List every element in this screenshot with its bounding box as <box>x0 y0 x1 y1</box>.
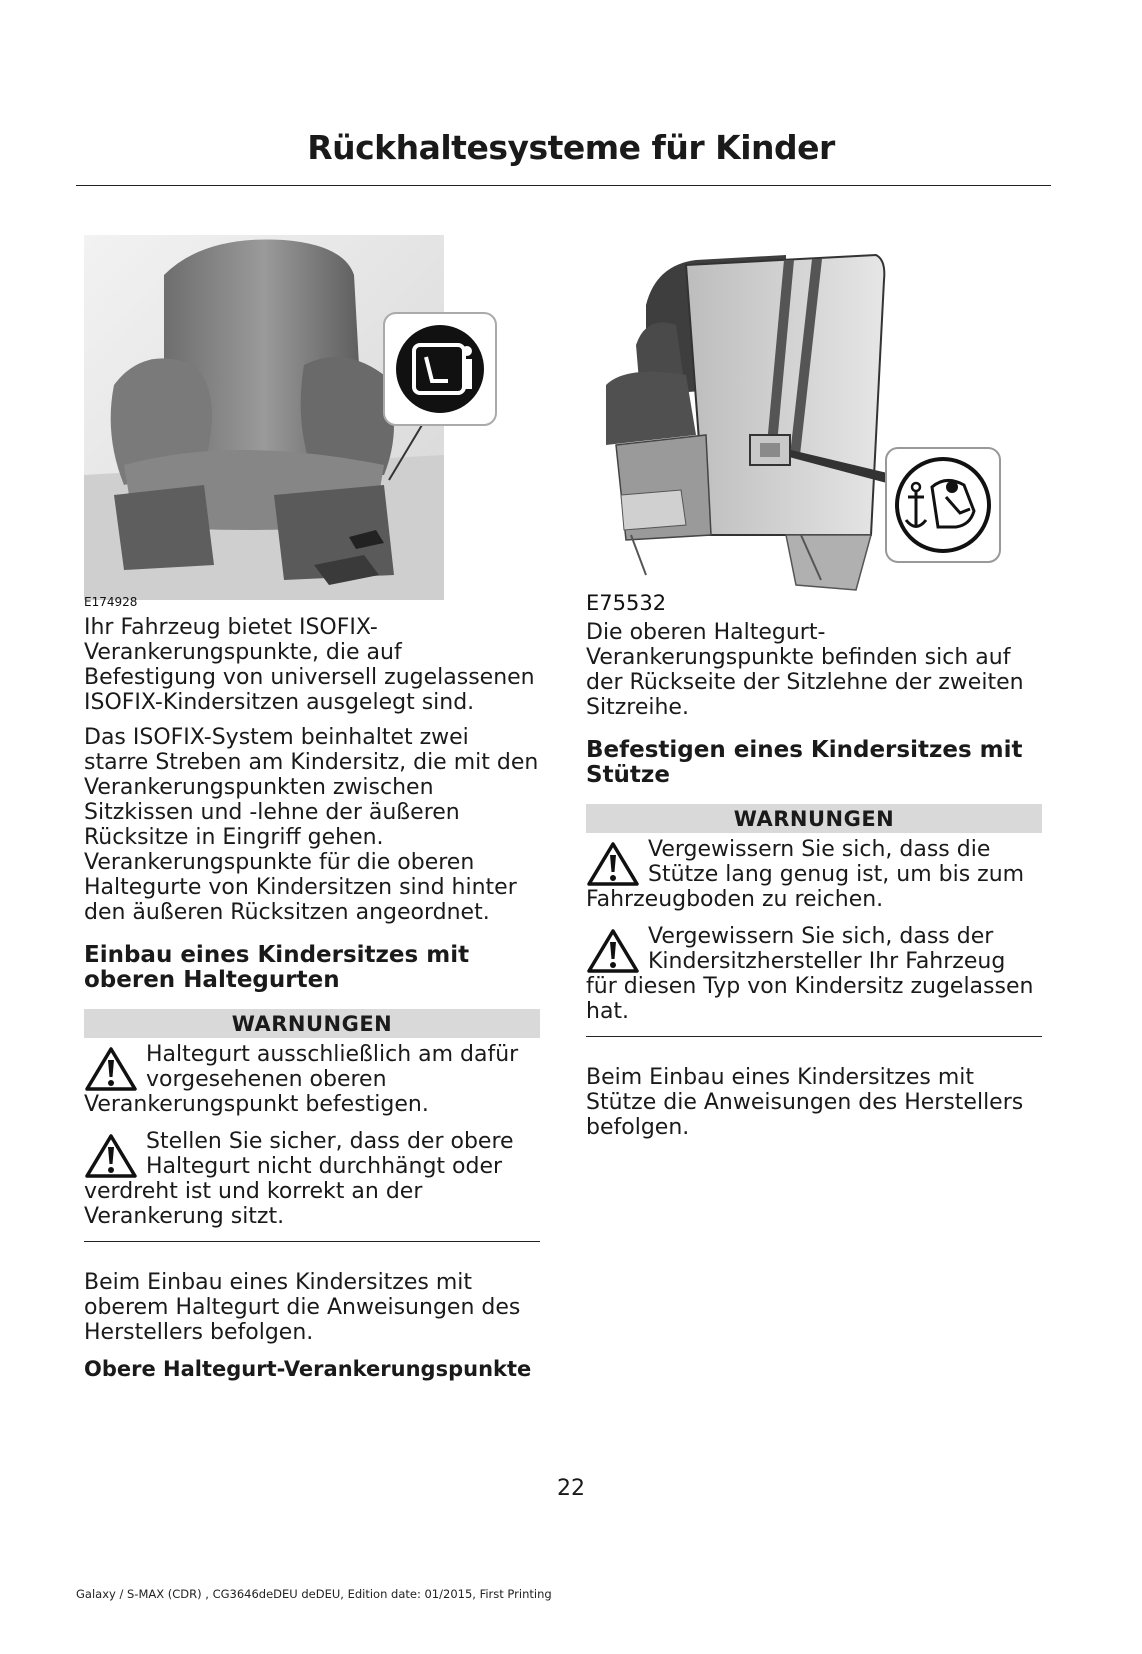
warning-triangle-icon <box>586 841 640 887</box>
warning-item <box>586 924 1042 1024</box>
warnings-header: WARNUNGEN <box>586 804 1042 833</box>
title-divider <box>76 185 1051 186</box>
figure-id: E174928 <box>84 595 138 609</box>
tether-anchor-figure <box>586 235 1042 620</box>
page-title: Rückhaltesysteme für Kinder <box>307 128 835 167</box>
warning-item <box>84 1129 540 1229</box>
warning-text: Stellen Sie sicher, dass der obere Haltegurt nicht durchhängt oder verdreht ist und korrekt an der Verankerung sitzt. <box>84 1129 514 1229</box>
warnings-divider <box>84 1241 540 1242</box>
intro-paragraph: Ihr Fahrzeug bietet ISOFIX-Verankerungspunkte, die auf Befestigung von universell zugelassenen ISOFIX-Kindersitzen ausgelegt sind. <box>84 615 535 715</box>
left-column <box>84 235 540 1382</box>
warning-triangle-icon <box>586 928 640 974</box>
body-paragraph: Beim Einbau eines Kindersitzes mit oberem Haltegurt die Anweisungen des Herstellers befolgen. <box>84 1270 521 1345</box>
warning-item <box>84 1042 540 1117</box>
warning-triangle-icon <box>84 1046 138 1092</box>
body-paragraph: Beim Einbau eines Kindersitzes mit Stütze die Anweisungen des Herstellers befolgen. <box>586 1065 1024 1140</box>
footer-edition-info: Galaxy / S-MAX (CDR) , CG3646deDEU deDEU, Edition date: 01/2015, First Printing <box>76 1587 552 1601</box>
intro-paragraph: Das ISOFIX-System beinhaltet zwei starre Streben am Kindersitz, die mit den Verankerungspunkten zwischen Sitzkissen und -lehne der äußeren Rücksitze in Eingriff gehen. Verankerungspunkte für die oberen Haltegurte von Kindersitzen sind hinter den äußeren Rücksitzen angeordnet. <box>84 725 539 925</box>
page-number: 22 <box>557 1476 585 1501</box>
right-column <box>586 235 1042 1150</box>
warning-triangle-icon <box>84 1133 138 1179</box>
figure-id: E75532 <box>586 591 667 615</box>
warnings-divider <box>586 1036 1042 1037</box>
tether-anchor-illustration <box>586 235 1042 620</box>
warning-text: Vergewissern Sie sich, dass der Kindersitzhersteller Ihr Fahrzeug für diesen Typ von Kindersitz zugelassen hat. <box>586 924 1034 1024</box>
warning-text: Vergewissern Sie sich, dass die Stütze lang genug ist, um bis zum Fahrzeugboden zu reichen. <box>586 837 1025 912</box>
warning-text: Haltegurt ausschließlich am dafür vorgesehenen oberen Verankerungspunkt befestigen. <box>84 1042 519 1117</box>
section-heading: Befestigen eines Kindersitzes mit Stütze <box>586 737 1023 788</box>
section-heading: Einbau eines Kindersitzes mit oberen Haltegurten <box>84 942 470 993</box>
subsection-heading: Obere Haltegurt-Verankerungspunkte <box>84 1357 532 1381</box>
isofix-seat-figure <box>84 235 540 615</box>
intro-paragraph: Die oberen Haltegurt-Verankerungspunkte befinden sich auf der Rückseite der Sitzlehne der zweiten Sitzreihe. <box>586 620 1024 720</box>
warning-item <box>586 837 1042 912</box>
warnings-header: WARNUNGEN <box>84 1009 540 1038</box>
isofix-seat-illustration <box>84 235 540 615</box>
